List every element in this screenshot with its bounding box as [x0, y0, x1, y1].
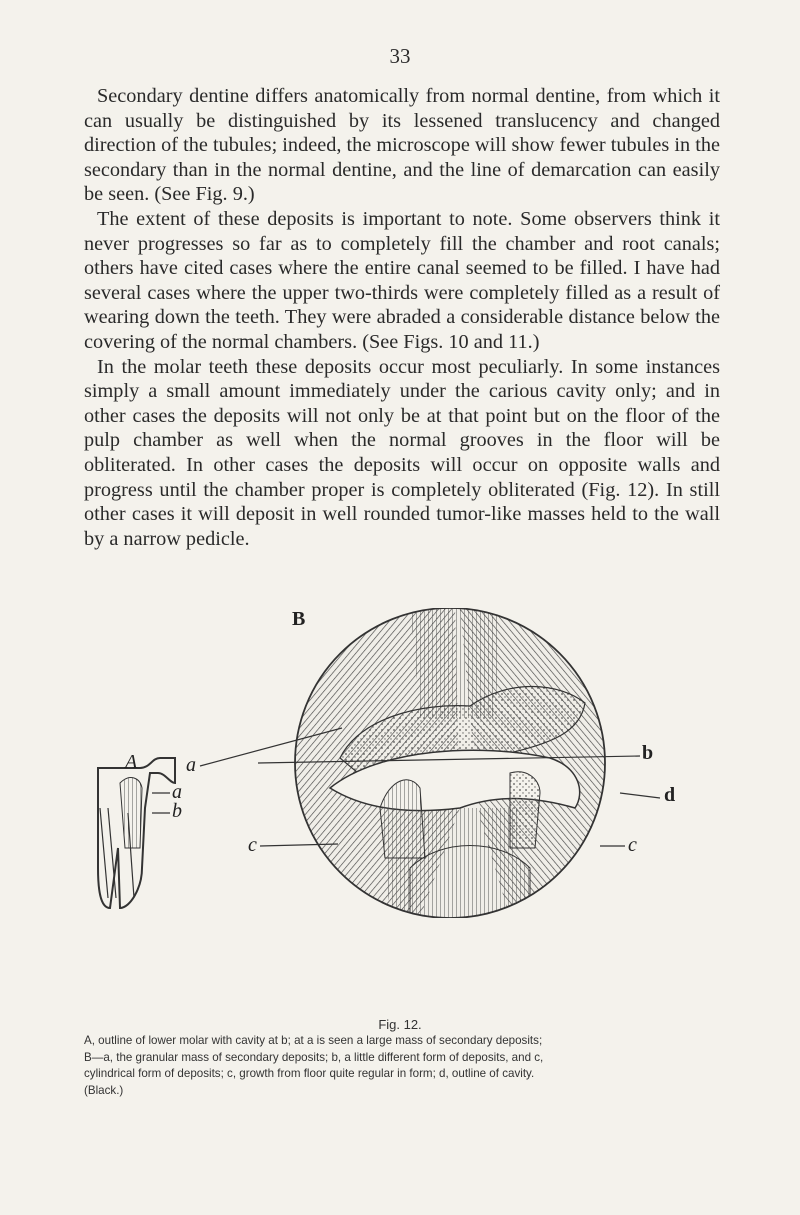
caption-line-3: cylindrical form of deposits; c, growth from floor quite regular in form; d, outline of cavity. — [84, 1067, 535, 1081]
micrograph-circle — [290, 608, 610, 918]
caption-line-1: A, outline of lower molar with cavity at b; at a is seen a large mass of secondary deposits; — [84, 1034, 543, 1047]
label-B: B — [292, 608, 306, 630]
tooth-outline-inset — [98, 758, 175, 908]
body-text — [84, 84, 720, 551]
label-b-right: b — [642, 742, 654, 764]
paragraph-1: Secondary dentine differs anatomically from normal dentine, from which it can usually be distinguished by its lessened translucency and changed direction of the tubules; indeed, the microscope will show fewer tubules in the secondary than in the normal dentine, and the line of demarcation can easily be seen. (See Fig. 9.) — [84, 85, 720, 206]
micrograph-illustration — [80, 608, 720, 918]
label-c-left: c — [248, 834, 257, 856]
label-d-right: d — [664, 784, 676, 806]
paragraph-2: The extent of these deposits is important to note. Some observers think it never progresses so far as to completely fill the chamber and root canals; others have cited cases where the entire canal seemed to be filled. I have had several cases where the upper two-thirds were completely filled as a result of wearing down the teeth. They were abraded a considerable distance below the covering of the normal chambers. (See Figs. 10 and 11.) — [84, 207, 720, 353]
figure-caption — [84, 1033, 720, 1099]
paragraph-3: In the molar teeth these deposits occur most peculiarly. In some instances simply a small amount immediately under the carious cavity only; and in other cases the deposits will not only be at that point but on the floor of the pulp chamber as well when the normal grooves in the floor will be obliterated. In other cases the deposits will occur on opposite walls and progress until the chamber proper is completely obliterated (Fig. 12). In still other cases it will deposit in well rounded tumor-like masses held to the wall by a narrow pedicle. — [84, 355, 720, 550]
figure-number: Fig. 12. — [378, 1017, 422, 1032]
caption-line-4: (Black.) — [84, 1083, 124, 1097]
caption-line-2: B—a, the granular mass of secondary deposits; b, a little different form of deposits, and c, — [84, 1050, 544, 1064]
label-a-left: a — [186, 754, 196, 776]
label-a-inset: a — [172, 781, 182, 803]
label-A: A — [125, 751, 138, 773]
label-c-right: c — [628, 834, 637, 856]
figure-12 — [80, 608, 720, 918]
label-b-inset: b — [172, 800, 182, 822]
page-number: 33 — [389, 44, 411, 68]
